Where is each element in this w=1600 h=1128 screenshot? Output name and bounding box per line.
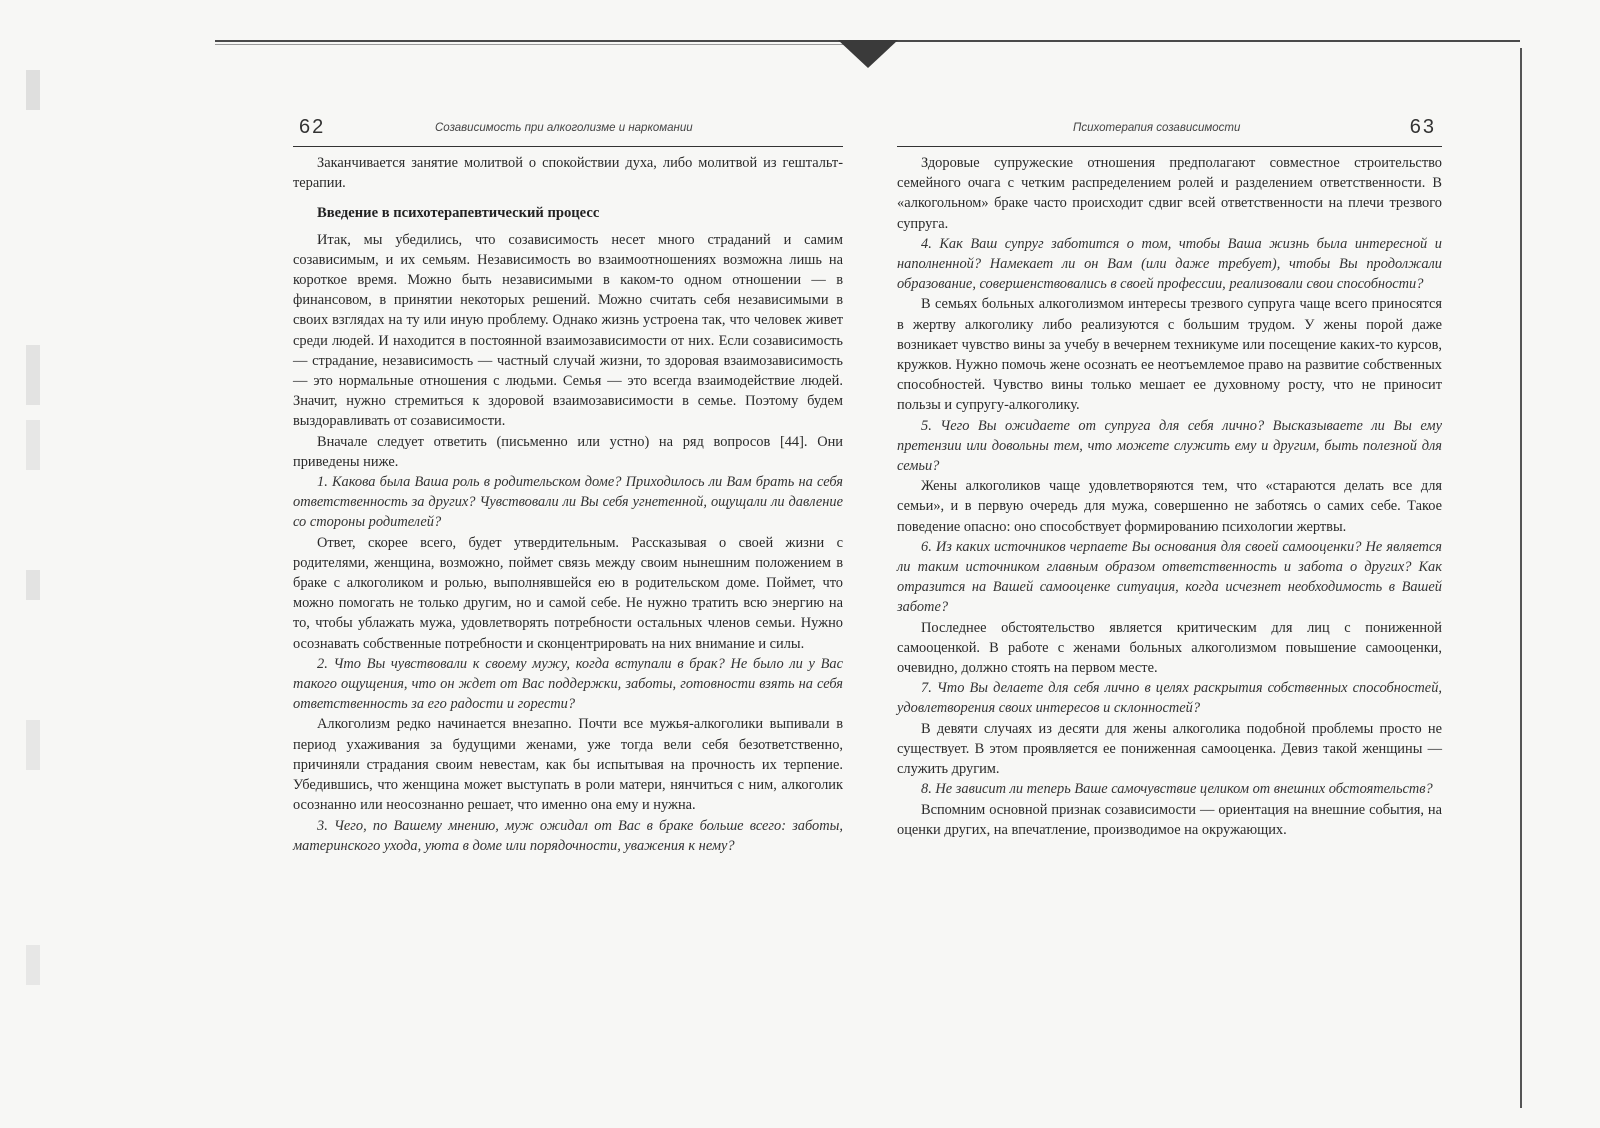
section-heading: Введение в психотерапевтический процесс xyxy=(317,205,600,222)
scan-artifact xyxy=(26,720,40,770)
paragraph: В девяти случаях из десяти для жены алкоголика подобной проблемы просто не существует. В этом проявляется ее пониженная самооценка. Девиз такой женщины — служить другим. xyxy=(897,720,1442,778)
running-head xyxy=(293,116,843,147)
paragraph: Здоровые супружеские отношения предполагают совместное строительство семейного очага с четким распределением ролей и разделением ответственности. В «алкогольном» браке часто происходит сдвиг всей ответственности на плечи трезвого супруга. xyxy=(897,155,1442,232)
running-head-title: Созависимость при алкоголизме и наркомании xyxy=(435,122,693,134)
scan-artifact xyxy=(26,70,40,110)
question: 1. Какова была Ваша роль в родительском доме? Приходилось ли Вам брать на себя ответственность за других? Чувствовали ли Вы себя угнетенной, ощущали ли давление со стороны родителей? xyxy=(293,474,843,531)
page-top-edge-shadow xyxy=(215,44,855,45)
paragraph: Алкоголизм редко начинается внезапно. Почти все мужья-алкоголики выпивали в период ухаживания за будущими женами, уже тогда вели себя безответственно, причиняли страдания своим невестам, как бы испытывая на прочность их терпение. Убедившись, что женщина может выступать в роли матери, нянчиться с ним, алкоголик осознанно или неосознанно решает, что именно она ему и нужна. xyxy=(293,716,843,814)
right-page xyxy=(897,116,1442,840)
paragraph: В семьях больных алкоголизмом интересы трезвого супруга чаще всего приносятся в жертву алкоголику либо реализуются с большим трудом. У жены порой даже возникает чувство вины за учебу в вечернем техникуме или посещение каких-то курсов, кружков. Нужно помочь жене осознать ее неотъемлемое право на развитие собственных способностей. Чувство вины только мешает ее духовному росту, что не приносит пользы и супругу-алкоголику. xyxy=(897,296,1442,414)
running-head-title: Психотерапия созависимости xyxy=(1073,122,1241,134)
scan-artifact xyxy=(26,570,40,600)
paragraph: Итак, мы убедились, что созависимость несет много страданий и самим созависимым, и их семьям. Независимость во взаимоотношениях возможна лишь на короткое время. Можно быть независимыми в каком-то одном отношении — в финансовом, в принятии некоторых решений. Можно считать себя независимыми в своих взглядах на ту или иную проблему. Однако жизнь устроена так, что человек живет среди людей. И находится в постоянной взаимозависимости от них. Если созависимость — страдание, независимость — частный случай жизни, то здоровая взаимозависимость — это нормальные отношения с людьми. Семья — это всегда взаимодействие людей. Значит, нужно стремиться к здоровой взаимозависимости в семье. Поэтому будем выздоравливать от созависимости. xyxy=(293,231,843,430)
paragraph: Вначале следует ответить (письменно или устно) на ряд вопросов [44]. Они приведены ниже. xyxy=(293,433,843,470)
question: 4. Как Ваш супруг заботится о том, чтобы Ваша жизнь была интересной и наполненной? Намекает ли он Вам (или даже требует), чтобы Вы продолжали образование, совершенствовались в своей профессии, реализовали свои способности? xyxy=(897,235,1442,293)
question: 7. Что Вы делаете для себя лично в целях раскрытия собственных способностей, удовлетворения своих интересов и склонностей? xyxy=(897,680,1442,717)
page-body xyxy=(897,153,1442,840)
paragraph: Заканчивается занятие молитвой о спокойствии духа, либо молитвой из гештальт-терапии. xyxy=(293,155,843,192)
paragraph: Жены алкоголиков чаще удовлетворяются тем, что «стараются делать все для семьи», и в первую очередь для мужа, совершенно не заботясь о самих себе. Такое поведение опасно: оно способствует формированию психологии жертвы. xyxy=(897,478,1442,535)
page-number: 63 xyxy=(1409,116,1436,138)
paragraph: Вспомним основной признак созависимости — ориентация на внешние события, на оценки других, на впечатление, производимое на окружающих. xyxy=(897,801,1442,838)
question: 6. Из каких источников черпаете Вы основания для своей самооценки? Не является ли таким источником главным образом ответственность и забота о других? Как отразится на Вашей самооценке ситуация, когда исчезнет необходимость в Вашей заботе? xyxy=(897,538,1442,616)
left-page xyxy=(293,116,843,856)
running-head xyxy=(897,116,1442,147)
page-right-edge xyxy=(1520,48,1522,1108)
question: 2. Что Вы чувствовали к своему мужу, когда вступали в брак? Не было ли у Вас такого ощущения, что он ждет от Вас поддержки, заботы, готовности взять на себя ответственность за его радости и горести? xyxy=(293,655,843,713)
page-number: 62 xyxy=(299,116,326,138)
paragraph: Ответ, скорее всего, будет утвердительным. Рассказывая о своей жизни с родителями, женщина, возможно, поймет связь между своим нынешним положением в браке с алкоголиком и ролью, выполнявшейся ею в родительском доме. Поймет, что можно помогать не только другим, но и самой себе. Не нужно тратить всю энергию на то, чтобы ублажать мужа, удовлетворять потребности остальных членов семьи. Нужно осознавать собственные потребности и сконцентрировать на них внимание и силы. xyxy=(293,534,843,652)
question: 5. Чего Вы ожидаете от супруга для себя лично? Высказываете ли Вы ему претензии или довольны тем, что можете служить ему и другим, быть полезной для семьи? xyxy=(897,417,1442,475)
scan-artifact xyxy=(26,420,40,470)
paragraph: Последнее обстоятельство является критическим для лиц с пониженной самооценкой. В работе с женами больных алкоголизмом повышение самооценки, очевидно, должно стоять на первом месте. xyxy=(897,619,1442,677)
page-body xyxy=(293,153,843,856)
scan-artifact xyxy=(26,945,40,985)
question: 8. Не зависит ли теперь Ваше самочувствие целиком от внешних обстоятельств? xyxy=(921,781,1433,798)
scan-artifact xyxy=(26,345,40,405)
spine-notch xyxy=(838,40,898,68)
question: 3. Чего, по Вашему мнению, муж ожидал от Вас в браке больше всего: заботы, материнского ухода, уюта в доме или порядочности, уважения к нему? xyxy=(293,817,843,854)
